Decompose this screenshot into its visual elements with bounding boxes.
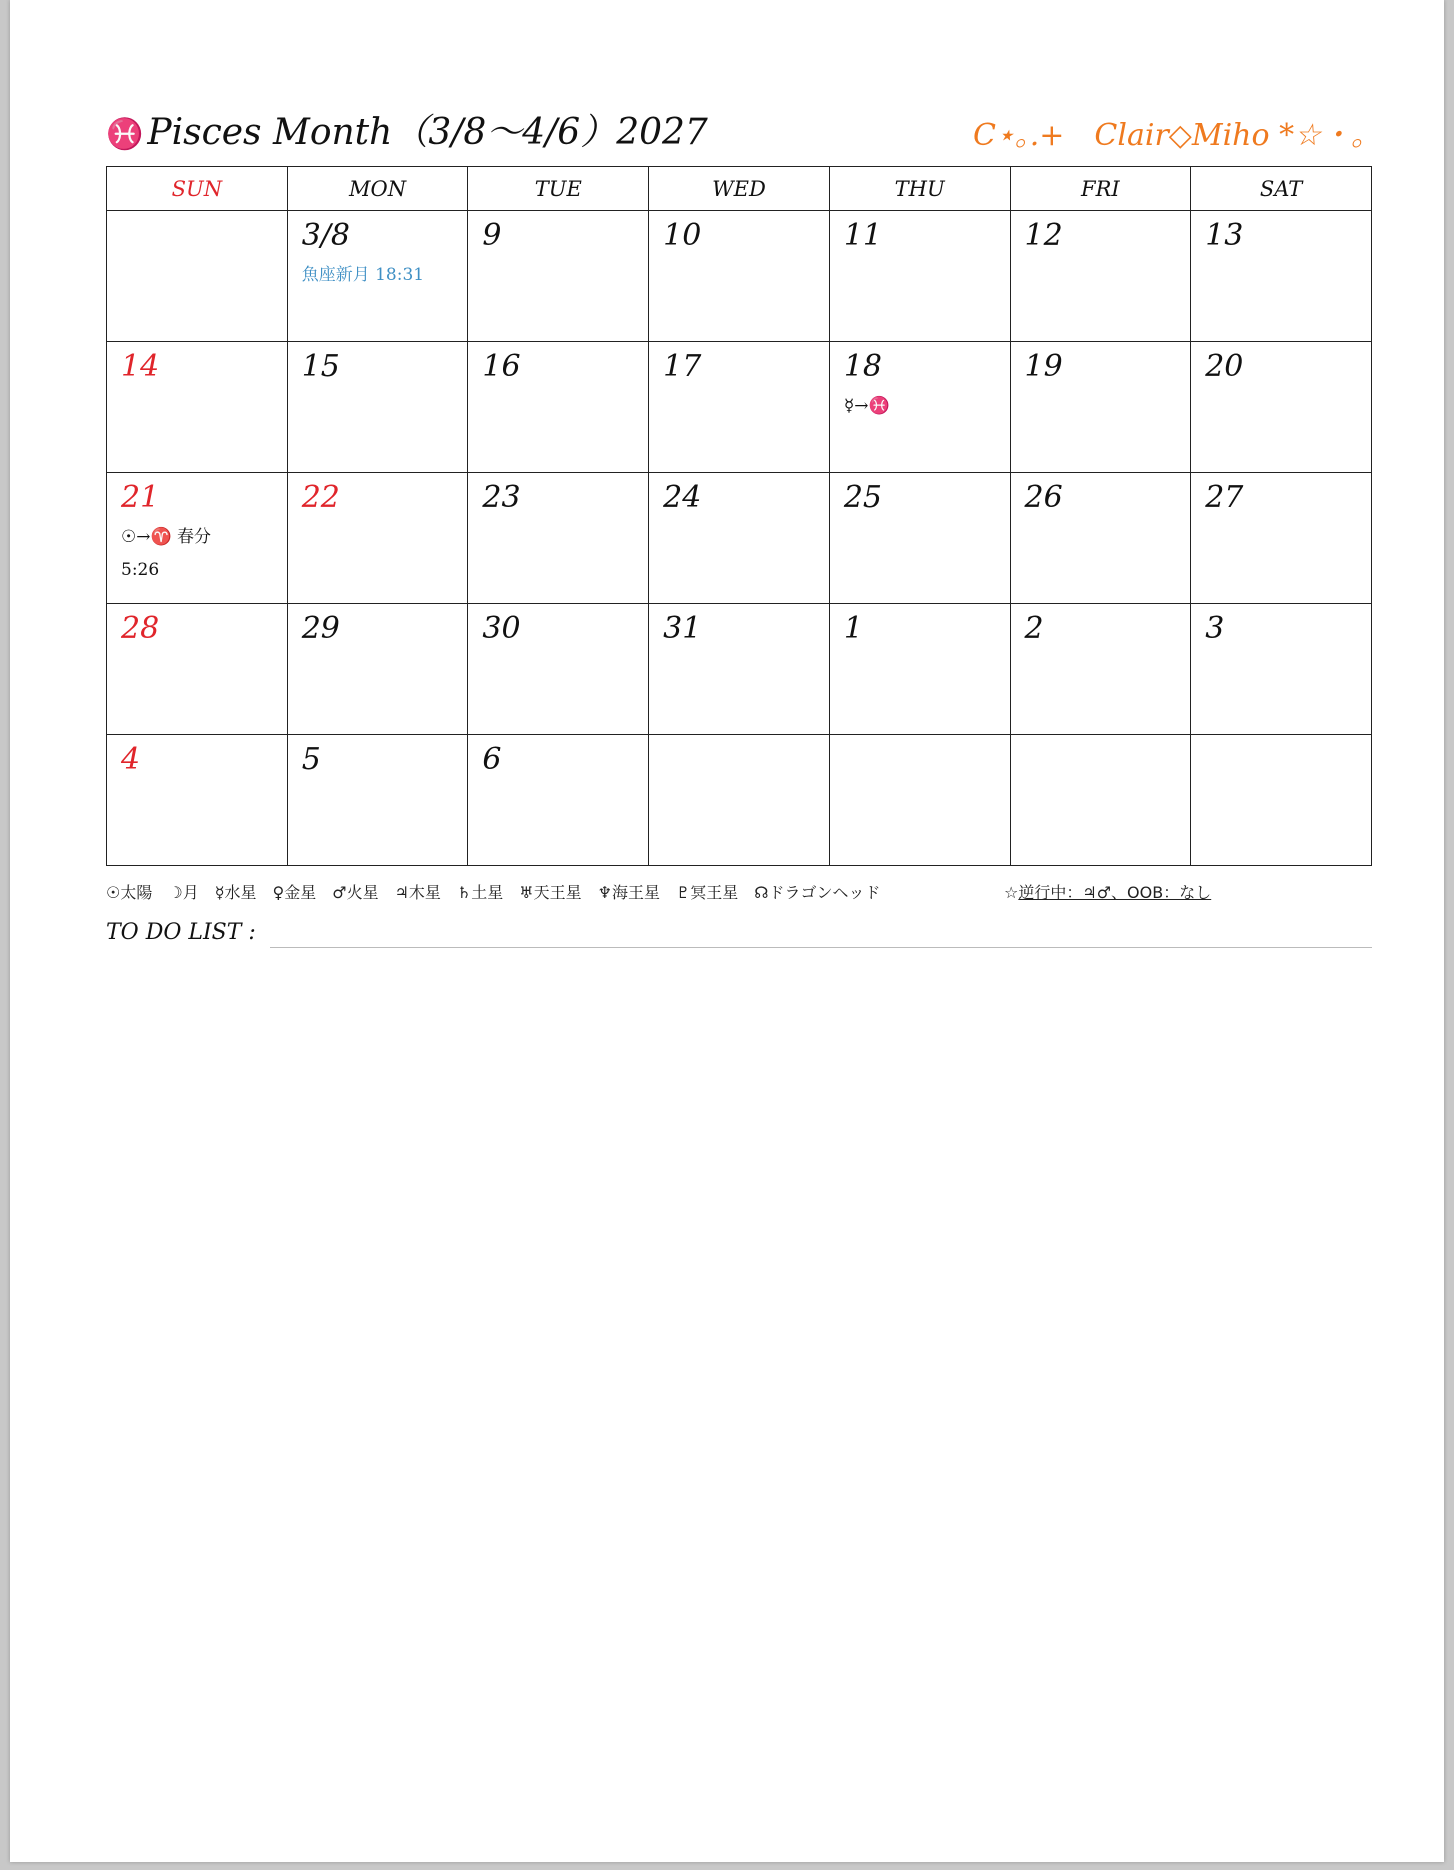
day-cell[interactable]	[1010, 735, 1191, 866]
weekday-wed: WED	[649, 167, 830, 211]
week-row	[107, 735, 1372, 866]
day-number: 27	[1205, 480, 1244, 515]
day-number: 15	[301, 349, 340, 384]
day-number: 16	[482, 349, 521, 384]
day-number: 23	[482, 480, 521, 515]
month-calendar	[106, 166, 1372, 866]
day-cell[interactable]	[107, 473, 288, 604]
day-number: 29	[301, 611, 340, 646]
day-cell[interactable]	[829, 211, 1010, 342]
day-cell[interactable]	[649, 735, 830, 866]
weekday-fri: FRI	[1010, 167, 1191, 211]
calendar-header	[96, 96, 1372, 156]
day-number: 21	[121, 480, 160, 515]
day-cell[interactable]	[107, 604, 288, 735]
day-cell[interactable]	[649, 473, 830, 604]
day-cell[interactable]	[287, 473, 468, 604]
pisces-icon: ♓	[106, 117, 144, 152]
day-cell[interactable]	[107, 735, 288, 866]
day-cell[interactable]	[1191, 342, 1372, 473]
day-event-note: 魚座新月 18:31	[301, 265, 425, 285]
weekday-tue: TUE	[468, 167, 649, 211]
day-number: 12	[1024, 218, 1063, 253]
day-number: 9	[482, 218, 502, 253]
day-number: 10	[663, 218, 702, 253]
day-cell[interactable]	[468, 604, 649, 735]
day-cell[interactable]	[649, 604, 830, 735]
day-cell[interactable]	[829, 342, 1010, 473]
day-number: 4	[121, 742, 141, 777]
weekday-thu: THU	[829, 167, 1010, 211]
todo-line[interactable]	[270, 947, 1372, 948]
planet-symbols-legend: ☉太陽 ☽月 ☿水星 ♀金星 ♂火星 ♃木星 ♄土星 ♅天王星 ♆海王星 ♇冥王星 ☊ドラゴンヘッド	[106, 883, 881, 902]
weekday-sun: SUN	[107, 167, 288, 211]
day-cell[interactable]	[1191, 473, 1372, 604]
day-number: 31	[663, 611, 702, 646]
day-event-time: 5:26	[121, 560, 160, 581]
day-number: 19	[1024, 349, 1063, 384]
day-number: 26	[1024, 480, 1063, 515]
todo-label: TO DO LIST :	[106, 920, 256, 945]
day-number: 24	[663, 480, 702, 515]
day-cell[interactable]	[107, 211, 288, 342]
day-cell[interactable]	[1010, 604, 1191, 735]
day-cell[interactable]	[287, 735, 468, 866]
day-cell[interactable]	[649, 342, 830, 473]
day-cell[interactable]	[829, 735, 1010, 866]
week-row	[107, 604, 1372, 735]
day-cell[interactable]	[1010, 211, 1191, 342]
planet-legend	[106, 880, 1372, 903]
day-cell[interactable]	[287, 604, 468, 735]
retrograde-note	[1004, 880, 1211, 903]
day-number: 22	[301, 480, 340, 515]
day-number: 20	[1205, 349, 1244, 384]
author-signature: C⋆｡.+ Clair◇Miho *☆・｡	[973, 118, 1366, 153]
day-cell[interactable]	[1191, 604, 1372, 735]
day-cell[interactable]	[468, 211, 649, 342]
day-number: 17	[663, 349, 702, 384]
day-number: 11	[843, 218, 882, 253]
day-number: 2	[1024, 611, 1044, 646]
week-row	[107, 473, 1372, 604]
day-event-note: ☿→♓	[843, 396, 890, 416]
weekday-sat: SAT	[1191, 167, 1372, 211]
day-number: 1	[843, 611, 863, 646]
document-page	[10, 0, 1444, 1862]
weekday-header-row	[107, 167, 1372, 211]
day-cell[interactable]	[1191, 735, 1372, 866]
day-cell[interactable]	[468, 735, 649, 866]
day-number: 3	[1205, 611, 1225, 646]
day-cell[interactable]	[1010, 342, 1191, 473]
day-cell[interactable]	[468, 342, 649, 473]
day-number: 25	[843, 480, 882, 515]
week-row	[107, 211, 1372, 342]
day-cell[interactable]	[287, 211, 468, 342]
day-number: 5	[301, 742, 321, 777]
day-cell[interactable]	[1191, 211, 1372, 342]
star-icon: ☆	[1004, 883, 1019, 902]
day-number: 3/8	[301, 218, 350, 253]
day-cell[interactable]	[468, 473, 649, 604]
day-number: 30	[482, 611, 521, 646]
day-number: 28	[121, 611, 160, 646]
day-number: 14	[121, 349, 160, 384]
todo-list	[106, 920, 1372, 950]
day-number: 6	[482, 742, 502, 777]
day-cell[interactable]	[107, 342, 288, 473]
day-cell[interactable]	[287, 342, 468, 473]
title-text: Pisces Month（3/8〜4/6）2027	[147, 112, 708, 153]
day-number: 18	[843, 349, 882, 384]
retrograde-text: 逆行中：♃♂、OOB：なし	[1018, 883, 1212, 902]
day-number: 13	[1205, 218, 1244, 253]
day-cell[interactable]	[649, 211, 830, 342]
day-cell[interactable]	[1010, 473, 1191, 604]
day-cell[interactable]	[829, 473, 1010, 604]
week-row	[107, 342, 1372, 473]
day-cell[interactable]	[829, 604, 1010, 735]
weekday-mon: MON	[287, 167, 468, 211]
page-title	[106, 104, 708, 155]
day-event-note: ☉→♈ 春分	[121, 527, 212, 547]
